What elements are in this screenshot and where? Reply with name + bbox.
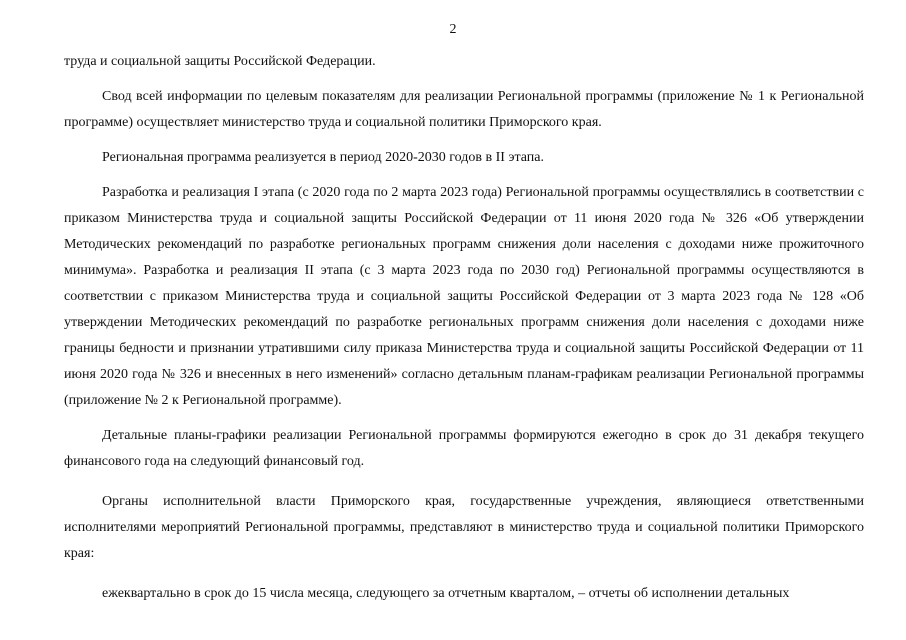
document-body xyxy=(64,49,864,616)
paragraph-continuation: труда и социальной защиты Российской Федерации. xyxy=(64,54,376,69)
page-number: 2 xyxy=(449,22,457,37)
paragraph-stages-development: Разработка и реализация I этапа (с 2020 года по 2 марта 2023 года) Региональной программы осуществлялись в соответствии с приказом Министерства труда и социальной защиты Российской Федерации от 11 июня 2020 года № 326 «Об утверждении Методических рекомендаций по разработке региональных программ снижения доли населения с доходами ниже прожиточного минимума». Разработка и реализация II этапа (с 3 марта 2023 года по 2030 год) Региональной программы осуществляются в соответствии с приказом Министерства труда и социальной защиты Российской Федерации от 3 марта 2023 года № 128 «Об утверждении Методических рекомендаций по разработке региональных программ снижения доли населения с доходами ниже границы бедности и признании утратившими силу приказа Министерства труда и социальной защиты Российской Федерации от 11 июня 2020 года № 326 и внесенных в него изменений» согласно детальным планам-графикам реализации Региональной программы (приложение № 2 к Региональной программе). xyxy=(64,185,864,408)
paragraph-program-period: Региональная программа реализуется в период 2020-2030 годов в II этапа. xyxy=(102,150,544,165)
paragraph-quarterly-reports: ежеквартально в срок до 15 числа месяца, следующего за отчетным кварталом, – отчеты об исполнении детальных xyxy=(102,586,790,601)
paragraph-summary-info: Свод всей информации по целевым показателям для реализации Региональной программы (приложение № 1 к Региональной программе) осуществляет министерство труда и социальной политики Приморского края. xyxy=(64,89,864,130)
paragraph-executive-bodies: Органы исполнительной власти Приморского края, государственные учреждения, являющиеся ответственными исполнителями мероприятий Региональной программы, представляют в министерство труда и социальной политики Приморского края: xyxy=(64,494,864,561)
paragraph-detailed-plans: Детальные планы-графики реализации Региональной программы формируются ежегодно в срок до 31 декабря текущего финансового года на следующий финансовый год. xyxy=(64,428,864,469)
